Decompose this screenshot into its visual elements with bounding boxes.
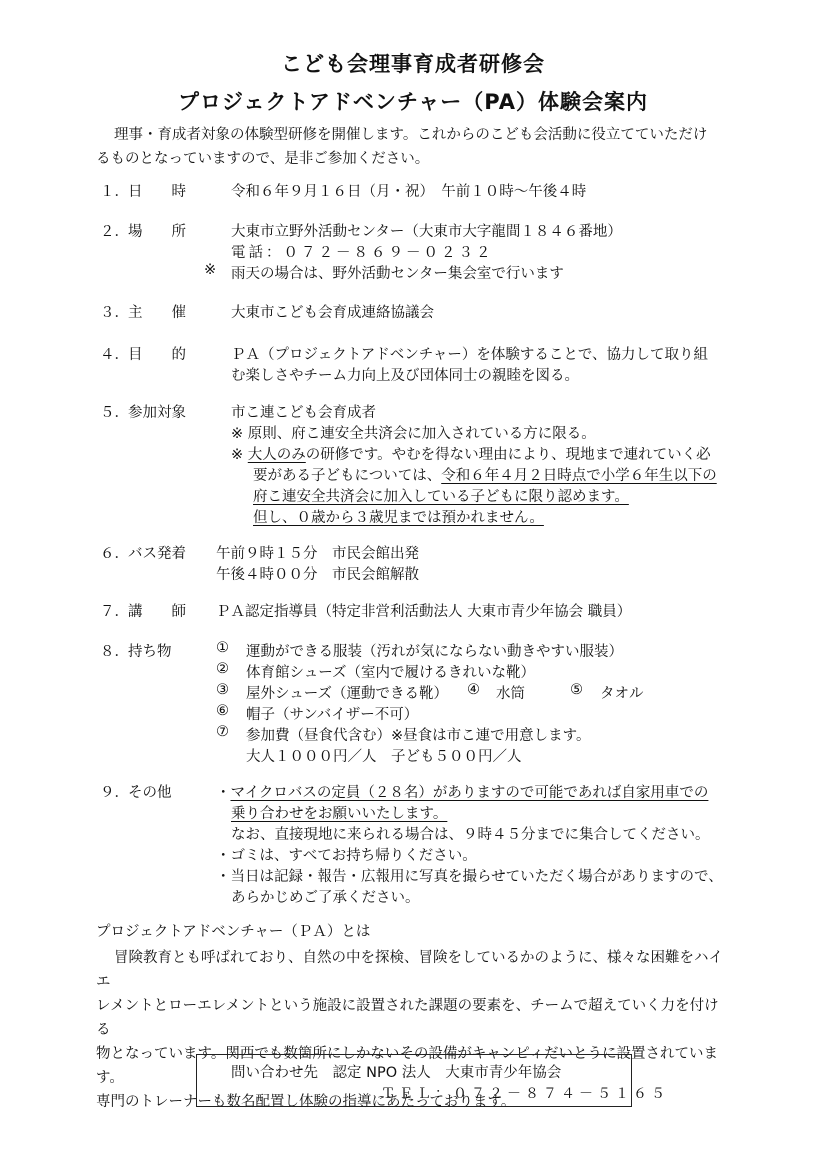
- date-text: 令和６年９月１６日（月・祝） 午前１０時〜午後４時: [231, 184, 587, 200]
- item-label: 目 的: [128, 347, 186, 363]
- direct-arrival-note: なお、直接現地に来られる場合は、９時４５分までに集合してください。: [231, 827, 710, 843]
- intro-line-2: るものとなっていますので、是非ご参加ください。: [96, 151, 430, 167]
- item-number: ７．: [100, 604, 129, 620]
- item-label: 日 時: [128, 184, 186, 200]
- circled-number: ④: [467, 682, 480, 698]
- item-number: ６．: [100, 546, 129, 562]
- item-number: １．: [100, 184, 129, 200]
- purpose-line-2: む楽しさやチーム力向上及び団体同士の親睦を図る。: [231, 368, 579, 384]
- item-label: 持ち物: [128, 644, 172, 660]
- photo-note-line-2: あらかじめご了承ください。: [231, 890, 420, 906]
- place-phone: 電話：０７２－８６９－０２３２: [231, 245, 494, 261]
- about-line: 物となっています。関西でも数箇所にしかないその設備がキャンピィだいとうに設置されています。: [96, 1046, 719, 1086]
- item-label: その他: [128, 785, 172, 801]
- contact-organization: 問い合わせ先 認定 NPO 法人 大東市青少年協会: [231, 1065, 562, 1081]
- host-text: 大東市こども会育成連絡協議会: [231, 305, 434, 321]
- item-label: 主 催: [128, 305, 186, 321]
- note-mark: ※: [204, 262, 217, 278]
- belonging-item: 屋外シューズ（運動できる靴）: [246, 686, 448, 702]
- item-number: ８．: [100, 644, 129, 660]
- garbage-note: ・ゴミは、すべてお持ち帰りください。: [216, 848, 477, 864]
- intro-line-1: 理事・育成者対象の体験型研修を開催します。これからのこども会活動に役立てていただけ: [114, 127, 708, 143]
- circled-number: ⑤: [570, 682, 583, 698]
- about-line: レメントとローエレメントという施設に設置された課題の要素を、チームで超えていく力を付ける: [96, 998, 719, 1038]
- circled-number: ③: [216, 682, 229, 698]
- target-note-2-line-1: ※ 大人のみの研修です。やむを得ない理由により、現地まで連れていく必: [231, 447, 711, 463]
- item-label: 参加対象: [128, 405, 186, 421]
- belonging-item: 帽子（サンバイザー不可）: [246, 707, 419, 723]
- adults-only-text: 大人のみ: [247, 447, 306, 463]
- item-label: 講 師: [128, 604, 186, 620]
- bus-capacity-note: ・マイクロバスの定員（２８名）がありますので可能であれば自家用車での: [216, 785, 709, 801]
- belonging-item: 運動ができる服装（汚れが気にならない動きやすい服装）: [246, 644, 623, 660]
- bus-return: 午後４時００分 市民会館解散: [216, 567, 419, 583]
- target-note-2-line-4: 但し、０歳から３歳児までは預かれません。: [253, 510, 544, 526]
- place-address: 大東市立野外活動センター（大東市大字龍間１８４６番地）: [231, 224, 622, 240]
- belonging-item: 参加費（昼食代含む）※昼食は市こ連で用意します。: [246, 728, 591, 744]
- about-line: 専門のトレーナーも数名配置し体験の指導にあたっております。: [96, 1094, 516, 1110]
- circled-number: ①: [216, 640, 229, 656]
- circled-number: ⑥: [216, 703, 229, 719]
- circled-number: ⑦: [216, 724, 229, 740]
- belonging-item: 体育館シューズ（室内で履けるきれいな靴）: [246, 665, 535, 681]
- item-number: ４．: [100, 347, 129, 363]
- contact-box: [196, 1054, 669, 1107]
- page-subtitle: プロジェクトアドベンチャー（PA）体験会案内: [177, 90, 649, 114]
- belonging-item: タオル: [600, 686, 644, 702]
- item-number: ３．: [100, 305, 129, 321]
- item-number: ２．: [100, 224, 129, 240]
- item-label: バス発着: [128, 546, 186, 562]
- note-mark: ※: [231, 447, 244, 463]
- target-note-2-line-2: 要がある子どもについては、令和６年４月２日時点で小学６年生以下の: [253, 468, 717, 484]
- fee-text: 大人１０００円／人 子ども５００円／人: [246, 749, 522, 765]
- photo-note-line-1: ・当日は記録・報告・広報用に写真を撮らせていただく場合がありますので、: [216, 869, 723, 885]
- item-number: ９．: [100, 785, 129, 801]
- target-note-1: ※ 原則、府こ連安全共済会に加入されている方に限る。: [231, 426, 596, 442]
- intro-paragraph: [96, 123, 726, 171]
- page-title: こども会理事育成者研修会: [281, 52, 545, 76]
- instructor-text: ＰＡ認定指導員（特定非営利活動法人 大東市青少年協会 職員）: [216, 604, 632, 620]
- target-text: 市こ連こども会育成者: [231, 405, 376, 421]
- target-note-2-line-3: 府こ連安全共済会に加入している子どもに限り認めます。: [253, 489, 629, 505]
- contact-phone: ＴＥＬ：０７２－８７４－５１６５: [381, 1086, 669, 1102]
- rain-note: 雨天の場合は、野外活動センター集会室で行います: [231, 266, 564, 282]
- purpose-line-1: ＰＡ（プロジェクトアドベンチャー）を体験することで、協力して取り組: [231, 347, 709, 363]
- about-line: 冒険教育とも呼ばれており、自然の中を探検、冒険をしているかのように、様々な困難をハイエ: [96, 950, 723, 990]
- about-heading: プロジェクトアドベンチャー（ＰＡ）とは: [96, 924, 371, 940]
- bus-departure: 午前９時１５分 市民会館出発: [216, 546, 419, 562]
- circled-number: ②: [216, 661, 229, 677]
- belonging-item: 水筒: [496, 686, 525, 702]
- item-number: ５．: [100, 405, 129, 421]
- item-label: 場 所: [128, 224, 186, 240]
- carpool-request: 乗り合わせをお願いいたします。: [231, 806, 448, 822]
